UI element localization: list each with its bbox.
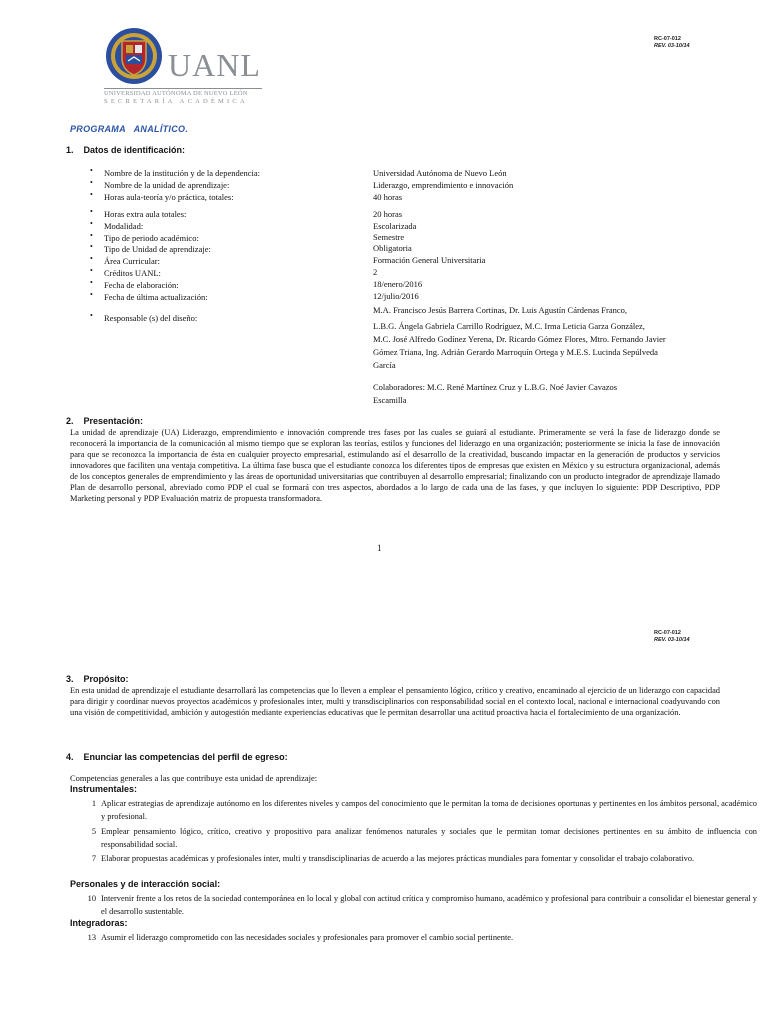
id-value: 20 horas [373, 209, 403, 219]
competency-text: Intervenir frente a los retos de la sociedad contemporánea en lo local y global con actitud crítica y compromiso humano, académico y profesional para contribuir a consolidar el bienestar general y el desarrollo sustentable. [101, 894, 757, 916]
bullet-icon: • [90, 278, 93, 287]
id-label: Horas aula-teoría y/o práctica, totales: [104, 192, 234, 202]
id-label: Nombre de la institución y de la dependencia: [104, 168, 261, 178]
uanl-logo [104, 26, 266, 108]
bullet-icon: • [90, 254, 93, 263]
code-label: RC-07-012 [654, 630, 681, 636]
uanl-shield-icon [104, 26, 164, 86]
id-value: 2 [373, 267, 378, 277]
purpose-paragraph: En esta unidad de aprendizaje el estudiante desarrollará las competencias que lo lleven a emplear el pensamiento lógico, crítico y creativo, encaminado al ejercicio de un liderazgo con capacidad para dirigir y coordinar nuevos proyectos académicos y profesionales inter, multi y transdisciplinarios con responsabilidad social en el contexto local, nacional e internacional coadyuvando con una visión de competitividad, ambición y autogestión mediante experiencias educativas que le permitan desarrollar una actitud proactiva hacia el fortalecimiento de una organización. [70, 686, 720, 717]
section-2-title: 2. Presentación: [66, 416, 144, 426]
group-heading-integradoras: Integradoras: [70, 918, 128, 928]
responsables-line: M.C. José Alfredo Godínez Yerena, Dr. Ricardo Gómez Flores, Mtro. Fernando Javier [373, 334, 666, 344]
id-value: 12/julio/2016 [373, 291, 419, 301]
id-value: Escolarizada [373, 221, 417, 231]
colaboradores-line: Escamilla [373, 395, 407, 405]
revision-label: REV. 03-10/14 [654, 42, 690, 49]
id-label: Modalidad: [104, 221, 144, 231]
id-value: Semestre [373, 232, 405, 242]
id-value: M.A. Francisco Jesús Barrera Cortinas, Dr. Luis Agustín Cárdenas Franco, [373, 305, 628, 315]
id-label: Horas extra aula totales: [104, 209, 187, 219]
logo-university-name: UNIVERSIDAD AUTÓNOMA DE NUEVO LEÓN [104, 88, 262, 97]
competency-item [72, 931, 762, 945]
bullet-icon: • [90, 311, 93, 320]
id-label: Fecha de última actualización: [104, 292, 208, 302]
id-value: Formación General Universitaria [373, 255, 486, 265]
code-label: RC-07-012 [654, 36, 681, 42]
responsables-line: García [373, 360, 396, 370]
id-label: Fecha de elaboración: [104, 280, 179, 290]
competency-number: 13 [87, 933, 96, 942]
colaboradores-line: Colaboradores: M.C. René Martínez Cruz y L.B.G. Noé Javier Cavazos [373, 382, 618, 392]
section-3-title: 3. Propósito: [66, 674, 129, 684]
bullet-icon: • [90, 290, 93, 299]
bullet-icon: • [90, 207, 93, 216]
competency-number: 7 [91, 854, 96, 863]
id-label: Tipo de periodo académico: [104, 233, 199, 243]
bullet-icon: • [90, 266, 93, 275]
bullet-icon: • [90, 219, 93, 228]
competency-item [72, 825, 762, 851]
document-code [654, 36, 690, 49]
responsables-line: Gómez Triana, Ing. Adrián Gerardo Marroquín Ortega y M.E.S. Lucinda Sepúlveda [373, 347, 658, 357]
section-1-title: 1. Datos de identificación: [66, 145, 186, 155]
competency-item [72, 852, 762, 878]
document-code-page-2 [654, 630, 690, 643]
id-value: 40 horas [373, 192, 403, 202]
competency-text: Elaborar propuestas académicas y profesionales inter, multi y transdisciplinarias de acuerdo a las mejores prácticas mundiales para fomentar y consolidar el trabajo colaborativo. [101, 854, 695, 863]
id-label: Nombre de la unidad de aprendizaje: [104, 180, 230, 190]
page-number: 1 [377, 543, 382, 553]
bullet-icon: • [90, 166, 93, 175]
id-value: Liderazgo, emprendimiento e innovación [373, 180, 514, 190]
logo-acronym: UANL [168, 47, 261, 83]
group-heading-personales: Personales y de interacción social: [70, 879, 221, 889]
bullet-icon: • [90, 242, 93, 251]
id-label: Créditos UANL: [104, 268, 161, 278]
presentation-paragraph: La unidad de aprendizaje (UA) Liderazgo, emprendimiento e innovación comprende tres fases por las cuales se guiará al estudiante. Primeramente se verá la fase de liderazgo donde se reconocerá la importancia de la comunicación al mismo tiempo que se exploran las teorías, estilos y funciones del liderazgo en una organización; posteriormente se inicia la fase de innovación para que se reconozca la importancia de ésta en cualquier proyecto empresarial, estimulando así el desarrollo de la creatividad, buscando impactar en la generación de productos y servicios innovadores que faciliten una ventaja competitiva. La última fase busca que el estudiante conozca los diferentes tipos de empresas que existen en México y su estructura organizacional, además de los conceptos generales de emprendimiento y las áreas de oportunidad universitarias que contribuyen al desarrollo empresarial; finalizando con un producto integrador de aprendizaje llamado Plan de desarrollo personal, abreviado como PDP el cual se formará con tres aspectos, abordados a lo largo de cada una de las fases, y que incluyen lo siguiente: PDP Descriptivo, PDP Marketing personal y PDP Evaluación matriz de propuesta transformadora. [70, 428, 720, 503]
id-value: Obligatoria [373, 243, 412, 253]
competencies-intro: Competencias generales a las que contribuye esta unidad de aprendizaje: [70, 773, 318, 783]
competency-item [72, 892, 762, 918]
revision-label: REV. 03-10/14 [654, 636, 690, 643]
competency-text: Asumir el liderazgo comprometido con las necesidades sociales y profesionales para promover el cambio social pertinente. [101, 933, 514, 942]
bullet-icon: • [90, 178, 93, 187]
id-label: Tipo de Unidad de aprendizaje: [104, 244, 211, 254]
section-4-title: 4. Enunciar las competencias del perfil de egreso: [66, 752, 288, 762]
competency-item [72, 797, 762, 823]
logo-secretaria: SECRETARÍA ACADÉMICA [104, 98, 248, 105]
group-heading-instrumentales: Instrumentales: [70, 784, 138, 794]
id-label: Responsable (s) del diseño: [104, 313, 198, 323]
bullet-icon: • [90, 231, 93, 240]
competency-number: 1 [91, 799, 96, 808]
program-title: PROGRAMA ANALÍTICO. [70, 124, 189, 134]
responsables-line: L.B.G. Ángela Gabriela Carrillo Rodríguez, M.C. Irma Leticia Garza González, [373, 321, 645, 331]
bullet-icon: • [90, 190, 93, 199]
id-value: 18/enero/2016 [373, 279, 423, 289]
competency-text: Emplear pensamiento lógico, crítico, creativo y propositivo para analizar fenómenos naturales y sociales que le permitan tomar decisiones pertinentes en su ámbito de influencia con responsabilidad social. [101, 827, 757, 849]
id-value: Universidad Autónoma de Nuevo León [373, 168, 507, 178]
competency-number: 5 [91, 827, 96, 836]
competency-number: 10 [87, 894, 96, 903]
id-label: Área Curricular: [104, 256, 160, 266]
competency-text: Aplicar estrategias de aprendizaje autónomo en los diferentes niveles y campos del conocimiento que le permitan la toma de decisiones oportunas y pertinentes en los ámbitos personal, académico y profesional. [101, 799, 757, 821]
